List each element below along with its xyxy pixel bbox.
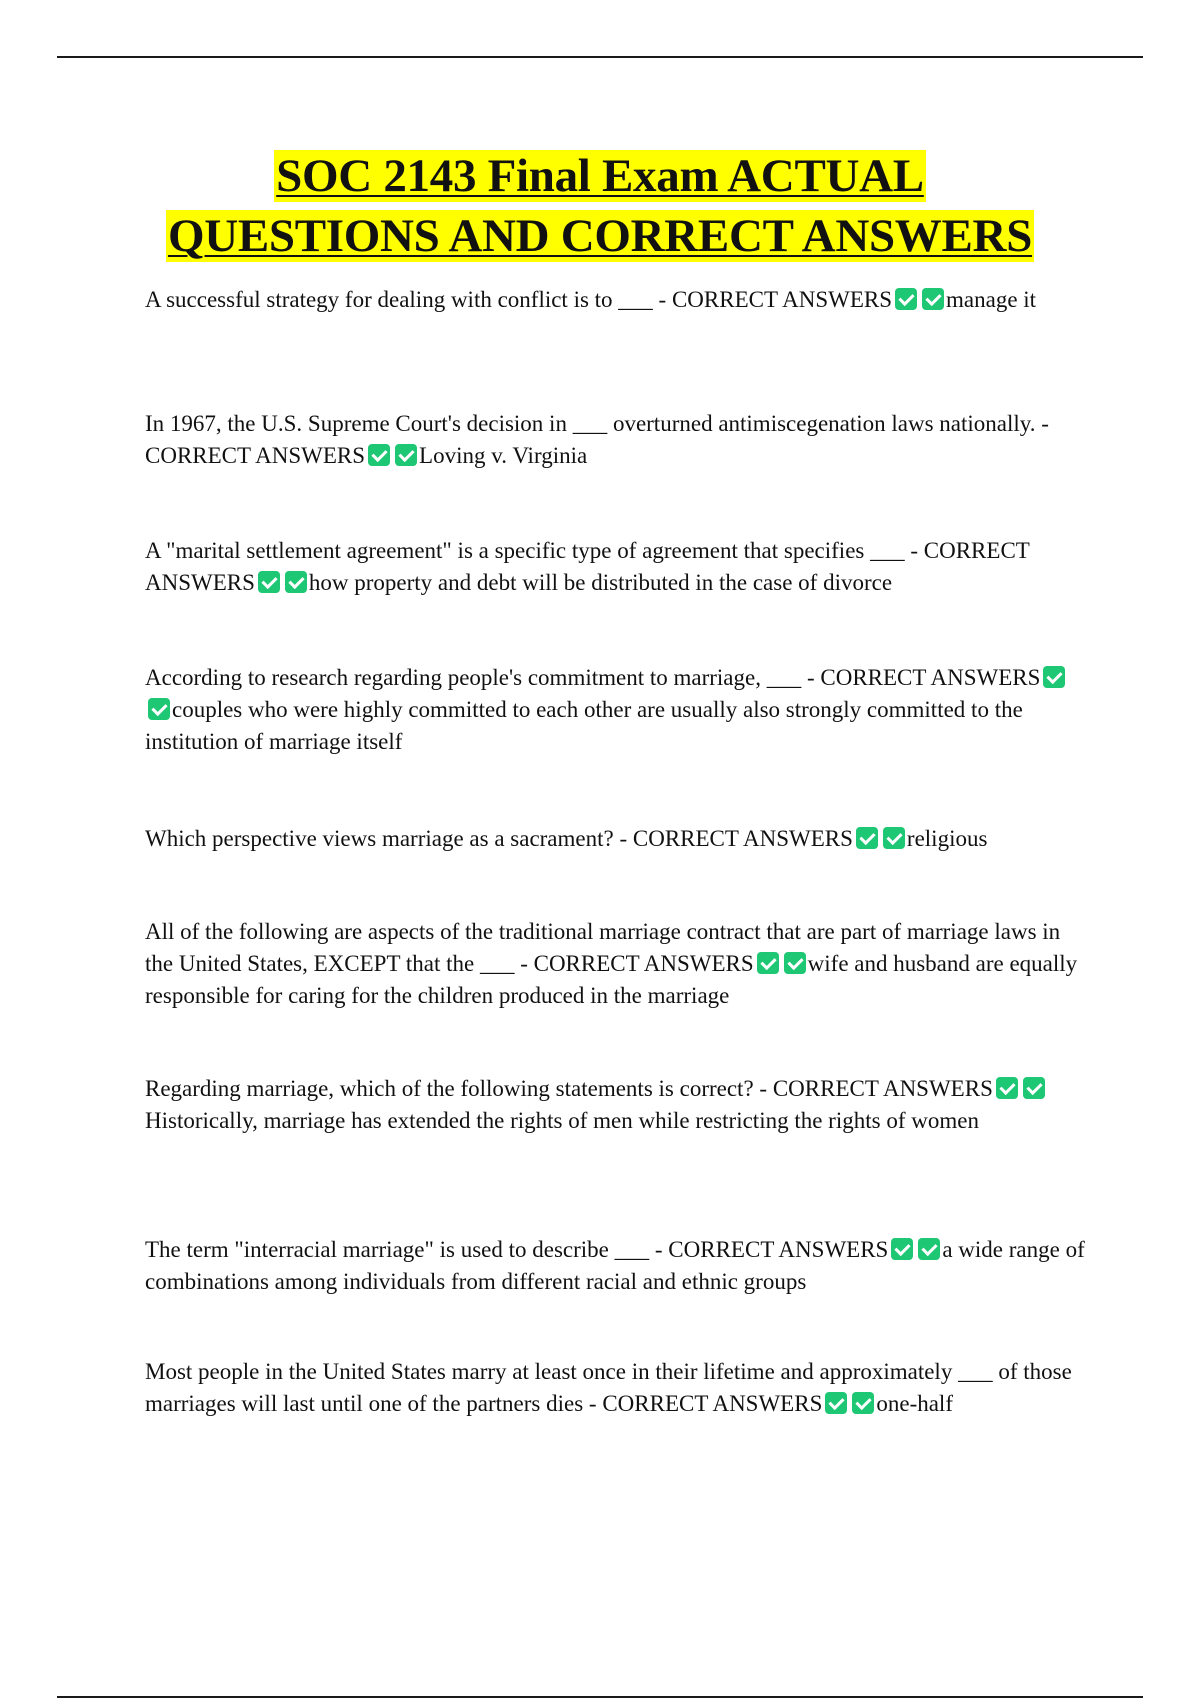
answer-text: a wide range of combinations among individuals from different racial and ethnic groups bbox=[145, 1237, 1085, 1294]
check-icon bbox=[395, 444, 417, 466]
title-line-1: SOC 2143 Final Exam ACTUAL bbox=[276, 150, 924, 202]
qa-item bbox=[145, 408, 1085, 472]
check-icon bbox=[1043, 666, 1065, 688]
check-icon bbox=[825, 1392, 847, 1414]
check-icon bbox=[852, 1392, 874, 1414]
question-text: According to research regarding people's commitment to marriage, ___ - CORRECT ANSWERS bbox=[145, 665, 1041, 690]
answer-text: Loving v. Virginia bbox=[419, 443, 588, 468]
answer-text: Historically, marriage has extended the rights of men while restricting the rights of women bbox=[145, 1108, 979, 1133]
qa-item bbox=[145, 1356, 1085, 1420]
check-icon bbox=[784, 952, 806, 974]
qa-item bbox=[145, 535, 1085, 599]
answer-text: wife and husband are equally responsible for caring for the children produced in the marriage bbox=[145, 951, 1078, 1008]
top-rule bbox=[57, 56, 1143, 58]
question-text: A successful strategy for dealing with conflict is to ___ - CORRECT ANSWERS bbox=[145, 287, 893, 312]
check-icon bbox=[891, 1238, 913, 1260]
check-icon bbox=[368, 444, 390, 466]
check-icon bbox=[148, 698, 170, 720]
qa-item bbox=[145, 1073, 1085, 1137]
check-icon bbox=[1023, 1077, 1045, 1099]
check-icon bbox=[922, 288, 944, 310]
qa-item bbox=[145, 662, 1085, 758]
qa-item bbox=[145, 284, 1085, 316]
answer-text: how property and debt will be distributed in the case of divorce bbox=[308, 570, 893, 595]
question-text: In 1967, the U.S. Supreme Court's decision in ___ overturned antimiscegenation laws nationally. - CORRECT ANSWERS bbox=[145, 411, 1049, 468]
document-title bbox=[0, 146, 1200, 266]
bottom-rule bbox=[57, 1696, 1143, 1698]
question-text: The term "interracial marriage" is used to describe ___ - CORRECT ANSWERS bbox=[145, 1237, 889, 1262]
check-icon bbox=[883, 827, 905, 849]
question-text: All of the following are aspects of the traditional marriage contract that are part of marriage laws in the United States, EXCEPT that the ___ - CORRECT ANSWERS bbox=[145, 919, 1061, 976]
qa-item bbox=[145, 1234, 1085, 1298]
check-icon bbox=[285, 571, 307, 593]
answer-text: couples who were highly committed to each other are usually also strongly committed to the institution of marriage itself bbox=[145, 697, 1023, 754]
qa-item bbox=[145, 916, 1085, 1012]
answer-text: religious bbox=[906, 826, 988, 851]
answer-text: manage it bbox=[946, 287, 1037, 312]
qa-item bbox=[145, 823, 1085, 855]
question-text: Regarding marriage, which of the following statements is correct? - CORRECT ANSWERS bbox=[145, 1076, 993, 1101]
question-text: Most people in the United States marry at least once in their lifetime and approximately ___ of those marriages will last until one of the partners dies - CORRECT ANSWERS bbox=[145, 1359, 1072, 1416]
check-icon bbox=[996, 1077, 1018, 1099]
check-icon bbox=[258, 571, 280, 593]
check-icon bbox=[757, 952, 779, 974]
question-text: A "marital settlement agreement" is a specific type of agreement that specifies ___ - CORRECT ANSWERS bbox=[145, 538, 1030, 595]
check-icon bbox=[856, 827, 878, 849]
check-icon bbox=[918, 1238, 940, 1260]
question-text: Which perspective views marriage as a sacrament? - CORRECT ANSWERS bbox=[145, 826, 853, 851]
check-icon bbox=[895, 288, 917, 310]
title-line-2: QUESTIONS AND CORRECT ANSWERS bbox=[167, 210, 1033, 262]
answer-text: one-half bbox=[876, 1391, 953, 1416]
